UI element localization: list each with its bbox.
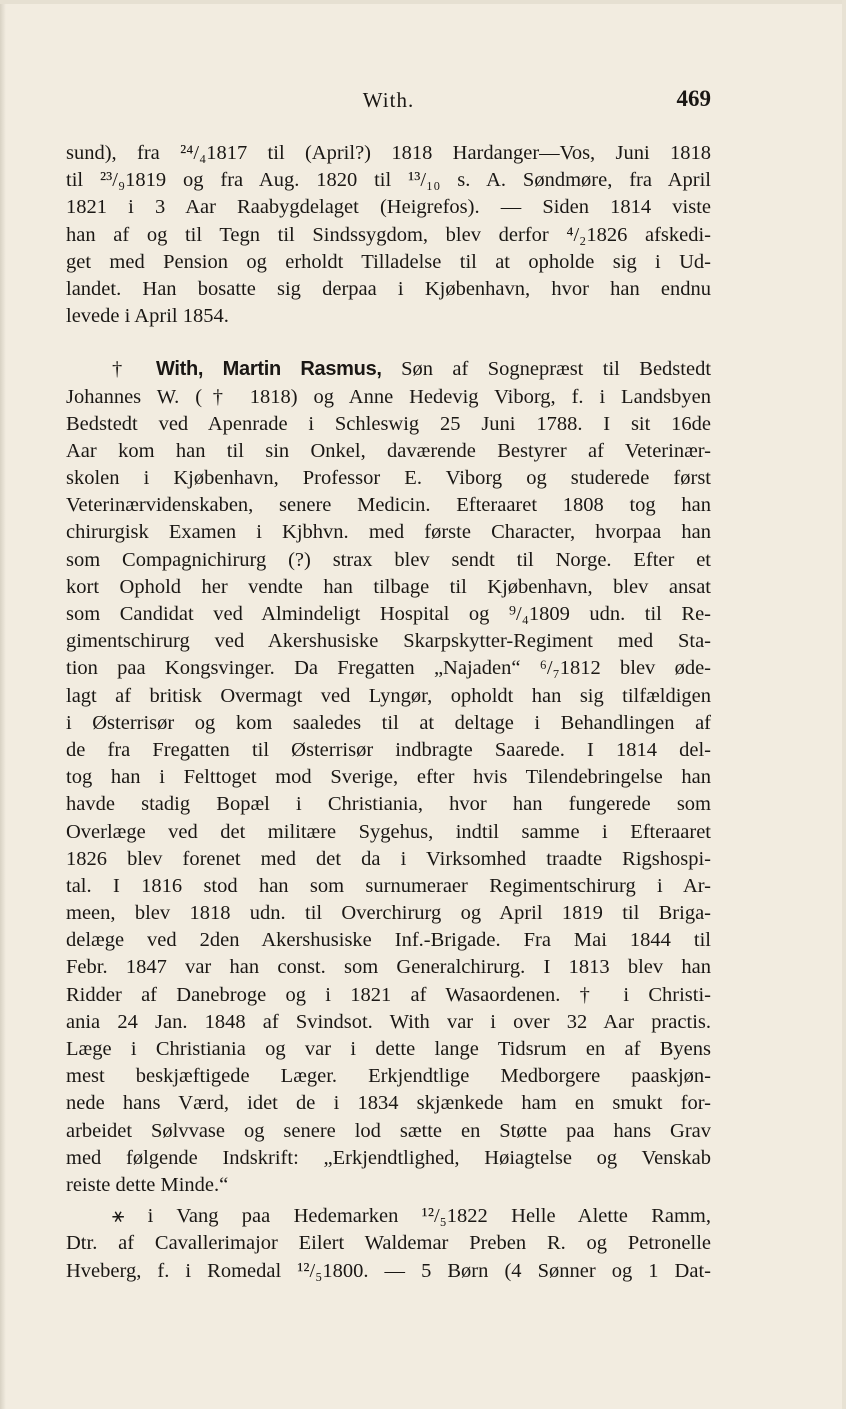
text-line: til ²³/₉1819 og fra Aug. 1820 til ¹³/₁₀ s. A. Søndmøre, fra April [66,169,711,192]
text-line: tog han i Felttoget mod Sverige, efter hvis Tilendebringelse han [66,766,711,789]
continued-paragraph [66,140,711,330]
text-line: levede i April 1854. [66,305,229,328]
text-line: delæge ved 2den Akershusiske Inf.-Brigade. Fra Mai 1844 til [66,929,711,952]
text-line: nede hans Værd, idet de i 1834 skjænkede ham en smukt for- [66,1092,711,1115]
page-number: 469 [676,86,711,111]
text-line: Læge i Christiania og var i dette lange Tidsrum en af Byens [66,1038,711,1060]
text-line: Bedstedt ved Apenrade i Schleswig 25 Juni 1788. I sit 16de [66,412,711,435]
text-line: mest beskjæftigede Læger. Erkjendtlige Medborgere paaskjøn- [66,1065,711,1088]
page-top-edge [0,0,846,4]
text-line: Veterinærvidenskaben, senere Medicin. Efteraaret 1808 tog han [66,494,711,517]
text-line: han af og til Tegn til Sindssygdom, blev derfor ⁴/₂1826 afskedi- [66,223,711,246]
page-body [66,140,711,1285]
text-line: reiste dette Minde.“ [66,1173,229,1196]
text-line: de fra Fregatten til Østerrisør indbragte Saarede. I 1814 del- [66,738,711,761]
page-header [66,88,711,122]
text-line: sund), fra ²⁴/₄1817 til (April?) 1818 Hardanger—Vos, Juni 1818 [66,142,711,164]
text-line: som Candidat ved Almindeligt Hospital og ⁹/₄1809 udn. til Re- [66,603,711,625]
text-line: kort Ophold her vendte han tilbage til Kjøbenhavn, blev ansat [66,575,711,598]
text-line: 1826 blev forenet med det da i Virksomhed traadte Rigshospi- [66,847,711,870]
text-line: arbeidet Sølvvase og senere lod sætte en Støtte paa hans Grav [66,1119,711,1142]
text-line: Aar kom han til sin Onkel, daværende Bestyrer af Veterinær- [66,439,711,462]
death-cross: † [112,358,137,381]
text-line: tal. I 1816 stod han som surnumeraer Regimentschirurg i Ar- [66,874,711,897]
text-line: meen, blev 1818 udn. til Overchirurg og April 1819 til Briga- [66,902,711,925]
text-line: havde stadig Bopæl i Christiania, hvor han fungerede som [66,793,711,816]
text-line: ania 24 Jan. 1848 af Svindsot. With var i over 32 Aar practis. [66,1010,711,1033]
running-title: With. [362,88,415,112]
text-line: med følgende Indskrift: „Erkjendtlighed, Høiagtelse og Venskab [66,1146,711,1169]
biography-entry [66,356,711,1199]
text-line: landet. Han bosatte sig derpaa i Kjøbenhavn, hvor han endnu [66,277,711,300]
page-right-edge [842,0,846,1409]
text-line: i Østerrisør og kom saaledes til at deltage i Behandlingen af [66,711,711,734]
text-line: som Compagnichirurg (?) strax blev sendt til Norge. Efter et [66,548,711,571]
text-line: Johannes W. († 1818) og Anne Hedevig Viborg, f. i Landsbyen [66,385,711,408]
text-line: Dtr. af Cavallerimajor Eilert Waldemar Preben R. og Petronelle [66,1232,711,1255]
text-line: Overlæge ved det militære Sygehus, indtil samme i Efteraaret [66,820,711,843]
marriage-paragraph [66,1203,711,1285]
text-line: chirurgisk Examen i Kjbhvn. med første Character, hvorpaa han [66,521,711,544]
text-line: gimentschirurg ved Akershusiske Skarpskytter-Regiment med Sta- [66,630,711,653]
text-line: get med Pension og erholdt Tilladelse til at opholde sig i Ud- [66,250,711,273]
text-line: Febr. 1847 var han const. som Generalchirurg. I 1813 blev han [66,956,711,979]
text-line: 1821 i 3 Aar Raabygdelaget (Heigrefos). — Siden 1814 viste [66,196,711,219]
text-line: tion paa Kongsvinger. Da Fregatten „Najaden“ ⁶/₇1812 blev øde- [66,657,711,680]
entry-heading-rest: Søn af Sognepræst til Bedstedt [401,358,712,381]
entry-heading-line [66,356,711,383]
text-line: Hveberg, f. i Romedal ¹²/₅1800. — 5 Børn (4 Sønner og 1 Dat- [66,1259,711,1282]
text-line: Ridder af Danebroge og i 1821 af Wasaordenen. † i Christi- [66,983,711,1006]
page-left-edge [0,0,6,1409]
text-line: ⚹ i Vang paa Hedemarken ¹²/₅1822 Helle Alette Ramm, [112,1205,711,1228]
entry-name: With, Martin Rasmus, [155,358,382,381]
text-line: lagt af britisk Overmagt ved Lyngør, opholdt han sig tilfældigen [66,684,711,707]
text-line: skolen i Kjøbenhavn, Professor E. Viborg og studerede først [66,467,711,490]
paragraph-gap [66,330,711,356]
